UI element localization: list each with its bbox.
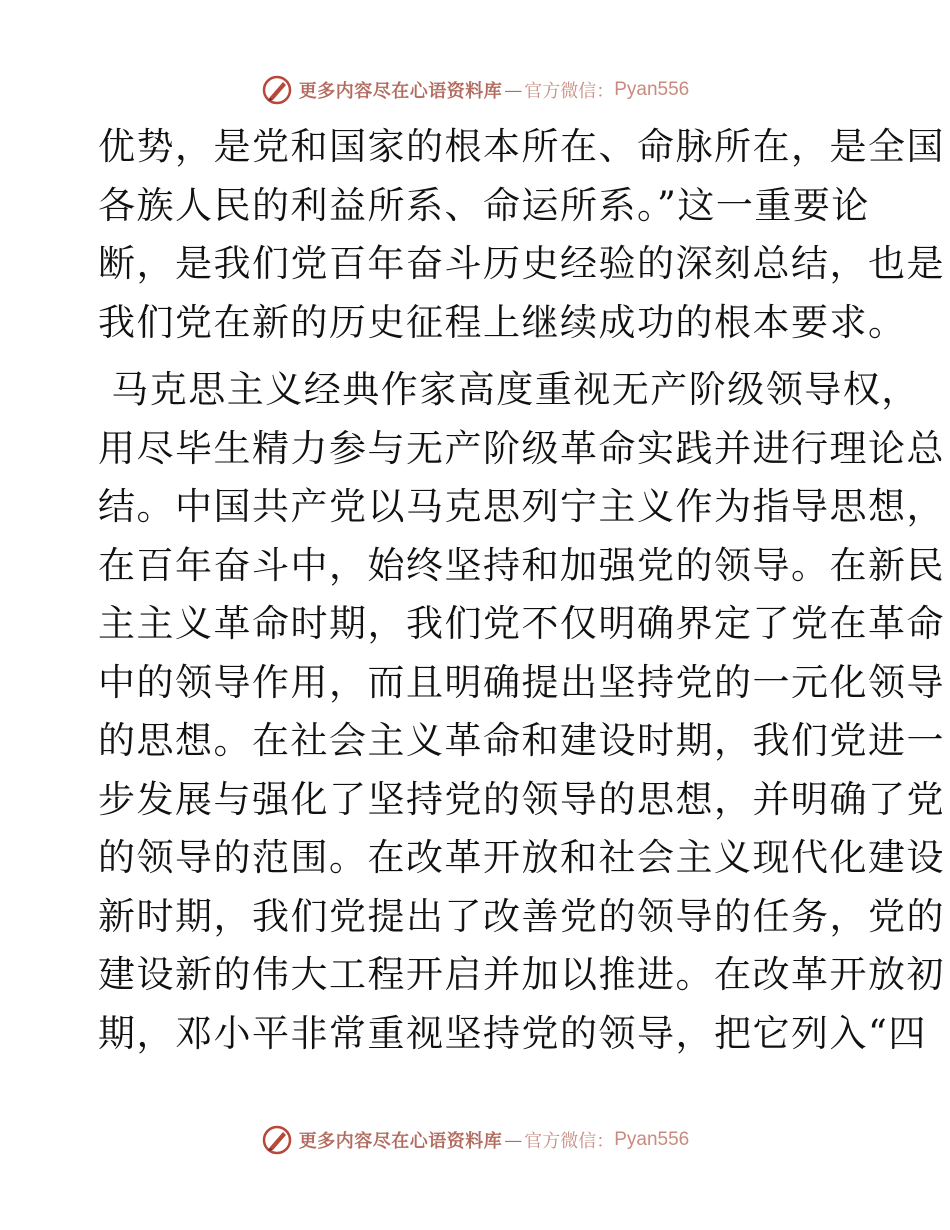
text-line: 各族人民的利益所系、命运所系。”这一重要论 xyxy=(98,183,870,227)
text-line: 断，是我们党百年奋斗历史经验的深刻总结，也是 xyxy=(98,242,945,285)
header-banner xyxy=(0,72,950,108)
pen-logo-icon xyxy=(261,1124,293,1156)
text-line: 我们党在新的历史征程上继续成功的根本要求。 xyxy=(98,300,907,344)
pen-logo-icon xyxy=(261,74,293,106)
paragraph xyxy=(98,118,945,352)
text-line: 在百年奋斗中，始终坚持和加强党的领导。在新民 xyxy=(98,543,945,587)
text-line: 用尽毕生精力参与无产阶级革命实践并进行理论总 xyxy=(98,426,945,470)
text-line: 马克思主义经典作家高度重视无产阶级领导权， xyxy=(98,368,920,411)
footer-banner-title: 更多内容尽在心语资料库 xyxy=(298,1131,503,1152)
text-line: 优势，是党和国家的根本所在、命脉所在，是全国 xyxy=(98,125,945,168)
header-banner-separator: — xyxy=(504,79,523,101)
text-line: 中的领导作用，而且明确提出坚持党的一元化领导 xyxy=(98,660,945,704)
text-line: 的思想。在社会主义革命和建设时期，我们党进一 xyxy=(98,719,945,762)
text-line: 的领导的范围。在改革开放和社会主义现代化建设 xyxy=(98,836,945,879)
footer-banner xyxy=(0,1122,950,1158)
paragraph xyxy=(98,361,945,1063)
document-body xyxy=(98,118,945,1063)
text-line: 步发展与强化了坚持党的领导的思想，并明确了党 xyxy=(98,777,945,821)
text-line: 主主义革命时期，我们党不仅明确界定了党在革命 xyxy=(98,602,945,645)
footer-banner-wechat-id: Pyan556 xyxy=(614,1129,690,1150)
text-line: 期，邓小平非常重视坚持党的领导，把它列入“四 xyxy=(98,1011,927,1055)
text-line: 结。中国共产党以马克思列宁主义作为指导思想， xyxy=(98,485,945,528)
header-banner-wechat-id: Pyan556 xyxy=(614,79,690,100)
footer-banner-wechat-label: 官方微信： xyxy=(524,1131,615,1152)
header-banner-wechat-label: 官方微信： xyxy=(524,81,615,102)
text-line: 建设新的伟大工程开启并加以推进。在改革开放初 xyxy=(98,953,945,996)
footer-banner-separator: — xyxy=(504,1129,523,1151)
header-banner-title: 更多内容尽在心语资料库 xyxy=(298,81,503,102)
text-line: 新时期，我们党提出了改善党的领导的任务，党的 xyxy=(98,894,945,938)
